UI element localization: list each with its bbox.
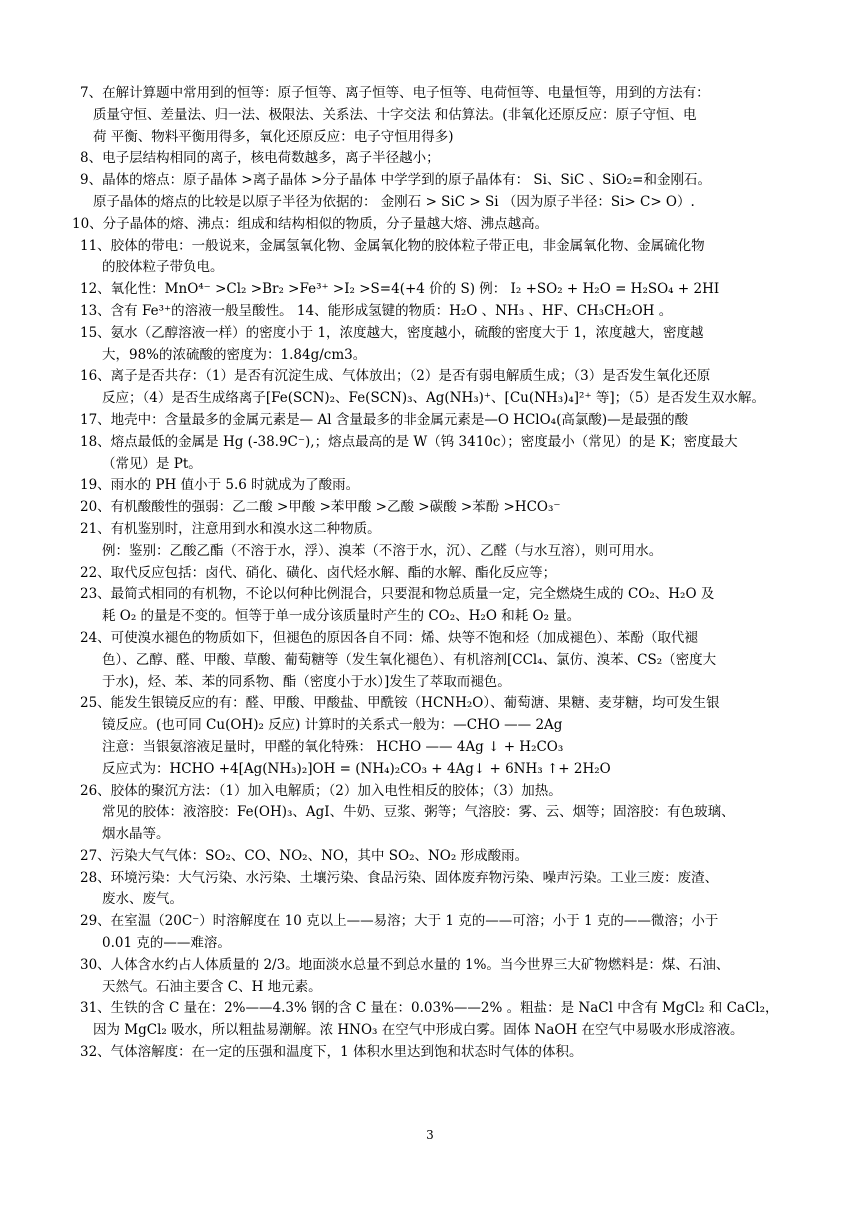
text-line: 29、在室温（20C⁻）时溶解度在 10 克以上——易溶；大于 1 克的——可溶；小于 1 克的——微溶；小于 (80, 913, 719, 930)
text-line: 因为 MgCl₂ 吸水，所以粗盐易潮解。浓 HNO₃ 在空气中形成白雾。固体 NaOH 在空气中易吸水形成溶液。 (93, 1022, 744, 1039)
text-line: 原子晶体的熔点的比较是以原子半径为依据的： 金刚石 > SiC > Si （因为原子半径：Si> C> O）. (93, 193, 695, 210)
text-line: 7、在解计算题中常用到的恒等：原子恒等、离子恒等、电子恒等、电荷恒等、电量恒等，用到的方法有： (80, 85, 710, 101)
text-line: 常见的胶体：液溶胶：Fe(OH)₃、AgI、牛奶、豆浆、粥等；气溶胶：雾、云、烟等；固溶胶：有色玻璃、 (102, 804, 735, 821)
text-line: 25、能发生银镜反应的有：醛、甲酸、甲酸盐、甲酰铵（HCNH₂O）、葡萄溏、果糖、麦芽糖，均可发生银 (80, 695, 720, 712)
text-line: 19、雨水的 PH 值小于 5.6 时就成为了酸雨。 (80, 477, 360, 494)
text-line: 15、氨水（乙醇溶液一样）的密度小于 1，浓度越大，密度越小，硫酸的密度大于 1，浓度越大，密度越 (80, 324, 704, 341)
text-line: 23、最简式相同的有机物，不论以何种比例混合，只要混和物总质量一定，完全燃烧生成的 CO₂、H₂O 及 (80, 586, 715, 603)
text-line: 废水、废气。 (102, 891, 183, 908)
text-line: 24、可使溴水褪色的物质如下，但褪色的原因各自不同：烯、炔等不饱和烃（加成褪色）、苯酚（取代褪 (80, 629, 698, 646)
text-line: 天然气。石油主要含 C、H 地元素。 (102, 978, 322, 995)
text-line: 31、生铁的含 C 量在：2%——4.3% 钢的含 C 量在：0.03%——2% 。粗盐：是 NaCl 中含有 MgCl₂ 和 CaCl₂， (80, 1000, 779, 1017)
text-line: 13、含有 Fe³⁺的溶液一般呈酸性。 14、能形成氢键的物质：H₂O 、NH₃ 、HF、CH₃CH₂OH 。 (80, 302, 673, 319)
text-line: 反应；（4）是否生成络离子[Fe(SCN)₂、Fe(SCN)₃、Ag(NH₃)⁺、[Cu(NH₃)₄]²⁺ 等]；（5）是否发生双水解。 (102, 390, 765, 407)
text-line: 26、胶体的聚沉方法：（1）加入电解质；（2）加入电性相反的胶体；（3）加热。 (80, 782, 562, 799)
text-line: 12、氧化性：MnO⁴⁻ >Cl₂ >Br₂ >Fe³⁺ >I₂ >S=4(+4 价的 S) 例： I₂ +SO₂ + H₂O = H₂SO₄ + 2HI (80, 281, 720, 298)
text-line: 例：鉴别：乙酸乙酯（不溶于水，浮）、溴苯（不溶于水，沉）、乙醛（与水互溶），则可用水。 (102, 542, 663, 559)
text-line: （常见）是 Pt。 (102, 455, 202, 472)
text-line: 于水)，烃、苯、苯的同系物、酯（密度小于水）]发生了萃取而褪色。 (102, 673, 511, 690)
text-line: 32、气体溶解度：在一定的压强和温度下，1 体积水里达到饱和状态时气体的体积。 (80, 1044, 583, 1061)
text-line: 的胶体粒子带负电。 (102, 259, 224, 276)
text-line: 荷 平衡、物料平衡用得多，氧化还原反应：电子守恒用得多) (93, 128, 454, 145)
text-line: 11、胶体的带电：一般说来，金属氢氧化物、金属氧化物的胶体粒子带正电，非金属氧化物、金属硫化物 (80, 237, 705, 254)
text-line: 0.01 克的——难溶。 (102, 935, 231, 952)
text-line: 大，98%的浓硫酸的密度为：1.84g/cm3。 (102, 346, 367, 363)
text-line: 注意：当银氨溶液足量时，甲醛的氧化特殊： HCHO —— 4Ag ↓ + H₂CO₃ (102, 738, 564, 755)
text-line: 9、晶体的熔点：原子晶体 >离子晶体 >分子晶体 中学学到的原子晶体有： Si、SiC 、SiO₂=和金刚石。 (80, 172, 711, 189)
text-line: 21、有机鉴别时，注意用到水和溴水这二种物质。 (80, 520, 381, 537)
text-line: 17、地壳中：含量最多的金属元素是— Al 含量最多的非金属元素是—O HClO₄(高氯酸)—是最强的酸 (80, 411, 689, 428)
text-line: 22、取代反应包括：卤代、硝化、磺化、卤代烃水解、酯的水解、酯化反应等； (80, 564, 557, 581)
text-line: 30、人体含水约占人体质量的 2/3。地面淡水总量不到总水量的 1%。当今世界三大矿物燃料是：煤、石油、 (80, 956, 730, 973)
text-line: 耗 O₂ 的量是不变的。恒等于单一成分该质量时产生的 CO₂、H₂O 和耗 O₂ 量。 (102, 608, 581, 625)
text-line: 镜反应。(也可同 Cu(OH)₂ 反应) 计算时的关系式一般为：—CHO —— 2Ag (102, 717, 563, 734)
text-line: 8、电子层结构相同的离子，核电荷数越多，离子半径越小； (80, 150, 440, 167)
text-line: 16、离子是否共存：（1）是否有沉淀生成、气体放出；（2）是否有弱电解质生成；（3）是否发生氧化还原 (80, 368, 711, 385)
text-line: 10、分子晶体的熔、沸点：组成和结构相似的物质，分子量越大熔、沸点越高。 (72, 215, 549, 232)
text-line: 18、熔点最低的金属是 Hg (-38.9C⁻),；熔点最高的是 W（钨 3410c）；密度最小（常见）的是 K；密度最大 (80, 433, 738, 450)
page-body (72, 83, 780, 1064)
page-number: 3 (426, 1128, 434, 1142)
text-line: 反应式为：HCHO +4[Ag(NH₃)₂]OH = (NH₄)₂CO₃ + 4Ag↓ + 6NH₃ ↑+ 2H₂O (102, 760, 611, 777)
text-line: 27、污染大气气体：SO₂、CO、NO₂、NO，其中 SO₂、NO₂ 形成酸雨。 (80, 847, 529, 864)
text-line: 28、环境污染：大气污染、水污染、土壤污染、食品污染、固体废弃物污染、噪声污染。工业三废：废渣、 (80, 869, 719, 886)
text-line: 烟水晶等。 (102, 826, 170, 843)
text-line: 色）、乙醇、醛、甲酸、草酸、葡萄糖等（发生氧化褪色）、有机溶剂[CCl₄、氯仿、溴苯、CS₂（密度大 (102, 651, 717, 668)
text-line: 质量守恒、差量法、归一法、极限法、关系法、十字交法 和估算法。(非氧化还原反应：原子守恒、电 (93, 106, 697, 123)
text-line: 20、有机酸酸性的强弱：乙二酸 >甲酸 >苯甲酸 >乙酸 >碳酸 >苯酚 >HCO₃⁻ (80, 499, 561, 516)
